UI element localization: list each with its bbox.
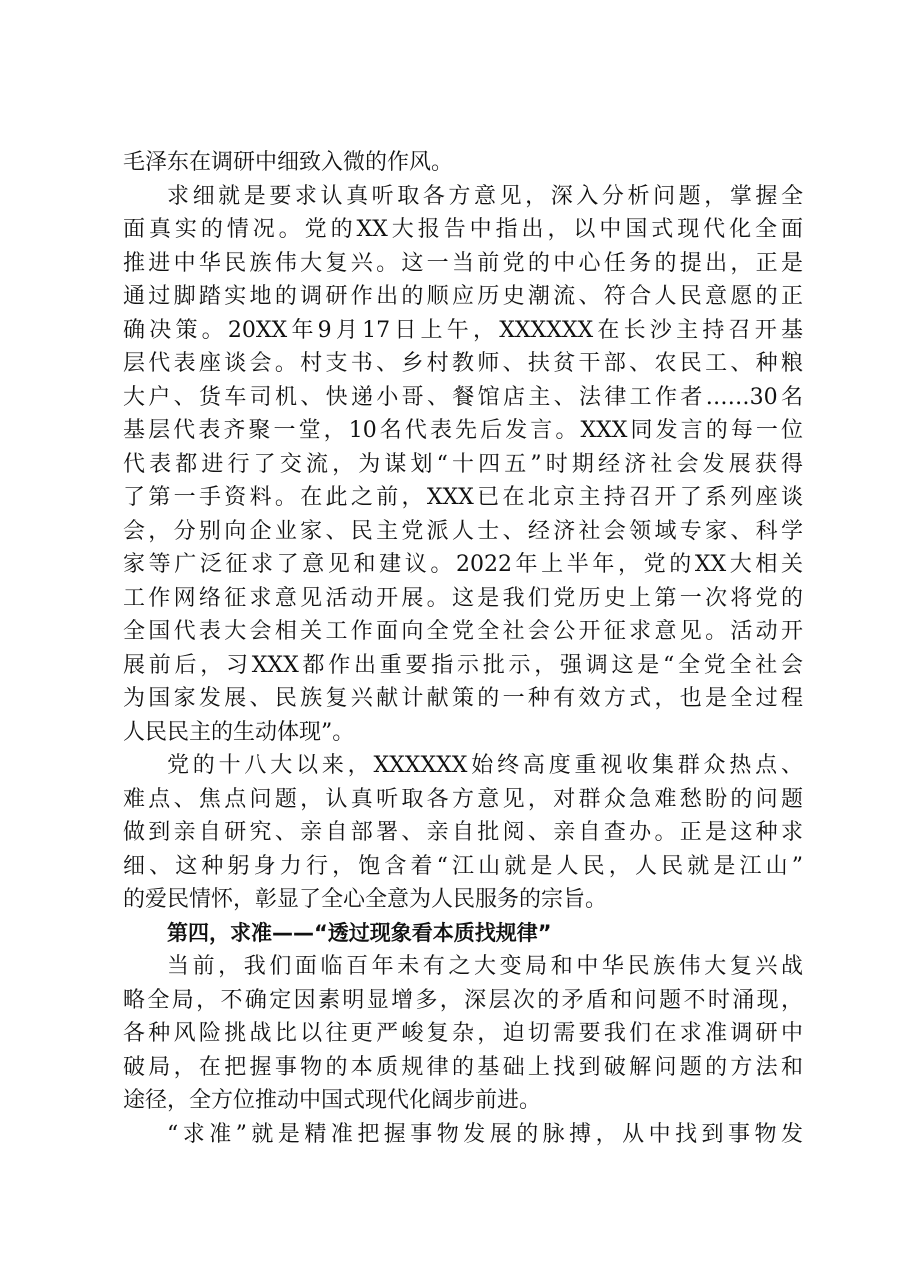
text-line: 人民民主的生动体现”。	[123, 719, 355, 745]
text-line: 细、这种躬身力行，饱含着“江山就是人民，人民就是江山”	[123, 853, 803, 879]
text-line: 途径，全方位推动中国式现代化阔步前进。	[123, 1088, 542, 1113]
text-line: 代表都进行了交流，为谋划“十四五”时期经济社会发展获得	[123, 451, 803, 477]
text-line: 毛泽东在调研中细致入微的作风。	[123, 150, 454, 175]
text-line: 破局，在把握事物的本质规律的基础上找到破解问题的方法和	[123, 1054, 803, 1080]
paragraph-start-line: 当前，我们面临百年未有之大变局和中华民族伟大复兴战	[167, 954, 803, 979]
text-line: 推进中华民族伟大复兴。这一当前党的中心任务的提出，正是	[123, 250, 803, 276]
text-line: 大户、货车司机、快递小哥、餐馆店主、法律工作者……30名	[123, 384, 803, 410]
text-line: 确决策。20XX年9月17日上午，XXXXXX在长沙主持召开基	[123, 317, 803, 343]
text-line: 各种风险挑战比以往更严峻复杂，迫切需要我们在求准调研中	[123, 1021, 803, 1046]
text-line: 家等广泛征求了意见和建议。2022年上半年，党的XX大相关	[123, 552, 803, 577]
text-line: 面真实的情况。党的XX大报告中指出，以中国式现代化全面	[123, 217, 803, 242]
text-line: 了第一手资料。在此之前，XXX已在北京主持召开了系列座谈	[123, 485, 803, 510]
text-line: 略全局，不确定因素明显增多，深层次的矛盾和问题不时涌现，	[123, 987, 803, 1013]
text-line: 层代表座谈会。村支书、乡村教师、扶贫干部、农民工、种粮	[123, 351, 803, 376]
paragraph-start-line: “求准”就是精准把握事物发展的脉搏，从中找到事物发	[167, 1121, 803, 1147]
text-line: 的爱民情怀，彰显了全心全意为人民服务的宗旨。	[123, 887, 608, 912]
text-line: 工作网络征求意见活动开展。这是我们党历史上第一次将党的	[123, 585, 803, 611]
text-line: 全国代表大会相关工作面向全党全社会公开征求意见。活动开	[123, 619, 803, 644]
document-body	[123, 146, 803, 1151]
section-heading: 第四，求准——“透过现象看本质找规律”	[167, 920, 552, 945]
text-line: 难点、焦点问题，认真听取各方意见，对群众急难愁盼的问题	[123, 786, 803, 812]
paragraph-start-line: 党的十八大以来，XXXXXX始终高度重视收集群众热点、	[167, 753, 803, 778]
text-line: 会，分别向企业家、民主党派人士、经济社会领域专家、科学	[123, 518, 803, 544]
text-line: 展前后，习XXX都作出重要指示批示，强调这是“全党全社会	[123, 652, 803, 678]
text-line: 做到亲自研究、亲自部署、亲自批阅、亲自查办。正是这种求	[123, 820, 803, 845]
text-line: 为国家发展、民族复兴献计献策的一种有效方式，也是全过程	[123, 686, 803, 711]
text-line: 通过脚踏实地的调研作出的顺应历史潮流、符合人民意愿的正	[123, 284, 803, 309]
paragraph-start-line: 求细就是要求认真听取各方意见，深入分析问题，掌握全	[167, 183, 803, 209]
text-line: 基层代表齐聚一堂，10名代表先后发言。XXX同发言的每一位	[123, 418, 803, 443]
